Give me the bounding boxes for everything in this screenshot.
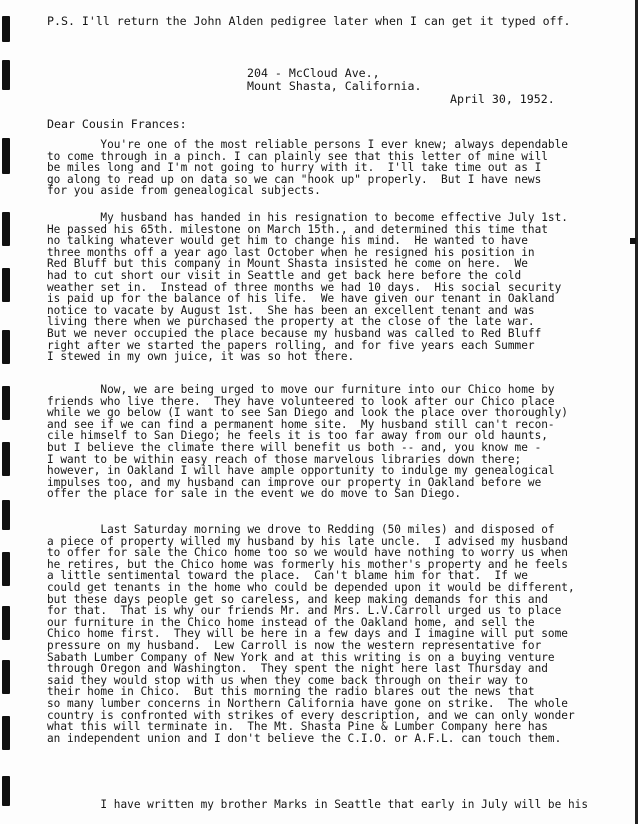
- punch-mark: [2, 442, 10, 476]
- scan-speck: [630, 238, 636, 244]
- sender-address: [247, 67, 422, 93]
- paragraph: Last Saturday morning we drove to Redding (50 miles) and disposed of a piece of property willed my husband by his late uncle. I advised my husband to offer for sale the Chico home too so we would have nothing to worry us when he retires, but the Chico home was formerly his mother's property and he feels a little sentimental toward the place. Can't blame him for that. If we could get tenants in the home who could be depended upon it would be different, but these days people get so careless, and keep making demands for this and for that. That is why our friends Mr. and Mrs. L.V.Carroll urged us to place our furniture in the Chico home instead of the Oakland home, and sell the Chico home first. They will be here in a few days and I imagine will put some pressure on my husband. Lew Carroll is now the western representative for Sabath Lumber Company of New York and at this writing is on a buying venture through Oregon and Washington. They spent the night here last Thursday and said they would stop with us when they come back through on their way to their home in Chico. But this morning the radio blares out the news that so many lumber concerns in Northern California have gone on strike. The whole country is confronted with strikes of every description, and we can only wonder what this will terminate in. The Mt. Shasta Pine & Lumber Company here has an independent union and I don't believe the C.I.O. or A.F.L. can touch them.: [47, 523, 575, 745]
- punch-mark: [2, 386, 10, 420]
- address-line-1: 204 - McCloud Ave.,: [247, 66, 380, 80]
- postscript: P.S. I'll return the John Alden pedigree later when I can get it typed off.: [47, 14, 571, 28]
- punch-mark: [2, 552, 10, 586]
- punch-mark: [2, 138, 10, 174]
- paragraph: Now, we are being urged to move our furniture into our Chico home by friends who live there. They have volunteered to look after our Chico place while we go below (I want to see San Diego and look the place over thoroughly) and see if we can find a permanent home site. My husband still can't recon- cile himself to San Diego; he feels it is too far away from our old haunts, but I believe the climate there will benefit us both -- and, you know me - I want to be within easy reach of those marvelous libraries down there; however, in Oakland I will have ample opportunity to indulge my genealogical impulses too, and my husband can improve our property in Oakland before we offer the place for sale in the event we do move to San Diego.: [47, 383, 568, 501]
- punch-mark: [2, 660, 10, 694]
- punch-mark: [2, 716, 10, 750]
- binder-punch-marks: [0, 0, 14, 824]
- paragraph: You're one of the most reliable persons I ever knew; always dependable to come through in a pinch. I can plainly see that this letter of mine will be miles long and I'm not going to hurry with it. I'll take time out as I go along to read up on data so we can "hook up" properly. But I have news for you aside from genealogical subjects.: [47, 138, 568, 198]
- punch-mark: [2, 60, 10, 90]
- salutation: Dear Cousin Frances:: [47, 117, 187, 131]
- paragraph: I have written my brother Marks in Seattle that early in July will be his: [47, 798, 588, 811]
- punch-mark: [2, 268, 10, 302]
- punch-mark: [2, 500, 10, 530]
- address-line-2: Mount Shasta, California.: [247, 79, 422, 93]
- punch-mark: [2, 212, 10, 246]
- letter-date: April 30, 1952.: [450, 92, 555, 106]
- punch-mark: [2, 16, 10, 42]
- punch-mark: [2, 776, 10, 806]
- paragraph: My husband has handed in his resignation to become effective July 1st. He passed his 65th. milestone on March 15th., and determined this time that no talking whatever would get him to change his mind. He wanted to have three months off a year ago last October when he resigned his position in Red Bluff but this company in Mount Shasta insisted he come on here. We had to cut short our visit in Seattle and get back here before the cold weather set in. Instead of three months we had 10 days. His social security is paid up for the balance of his life. We have given our tenant in Oakland notice to vacate by August 1st. She has been an excellent tenant and was living there when we purchased the property at the close of the late war. But we never occupied the place because my husband was called to Red Bluff right after we started the papers rolling, and for five years each Summer I stewed in my own juice, it was so hot there.: [47, 211, 568, 364]
- punch-mark: [2, 606, 10, 640]
- punch-mark: [2, 330, 10, 364]
